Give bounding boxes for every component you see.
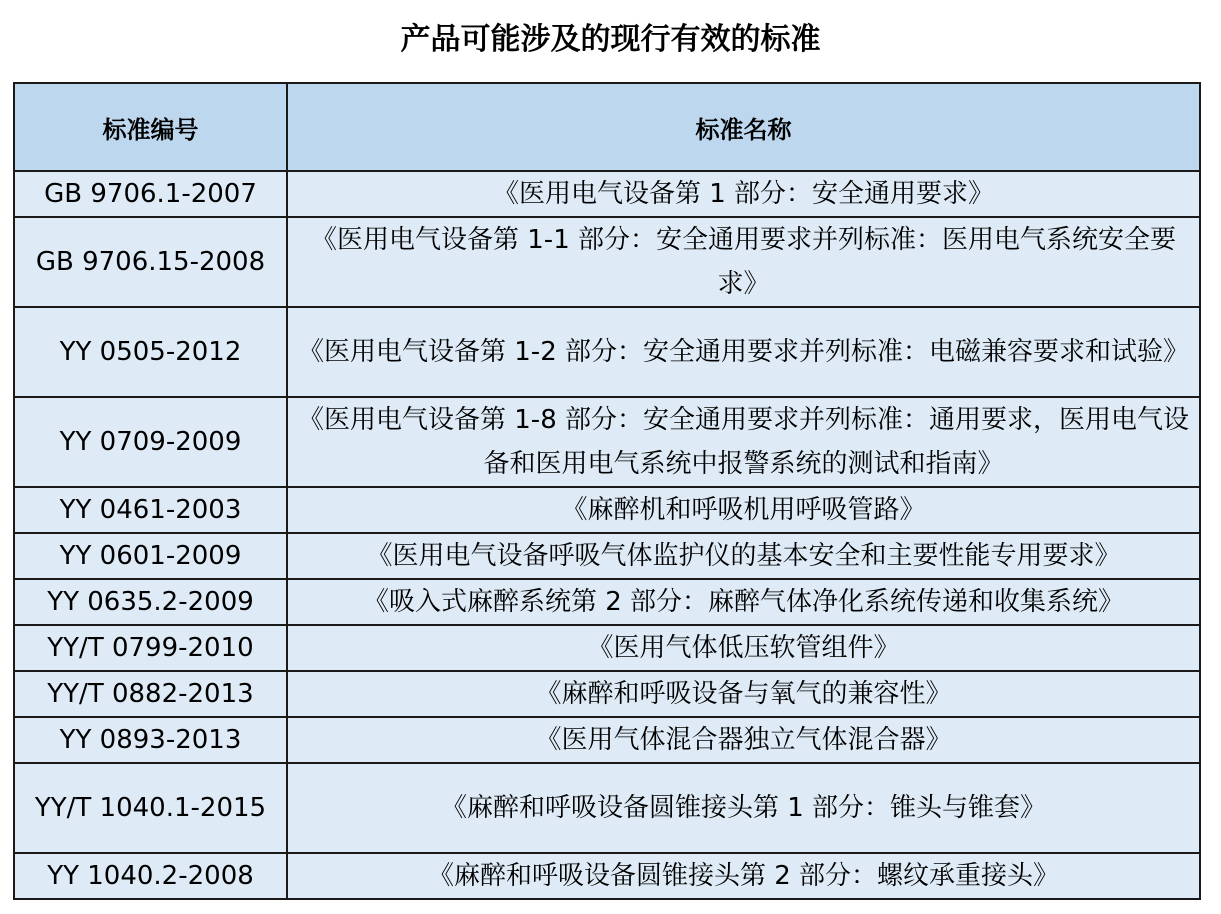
standard-number-cell: YY 0893-2013 [14, 717, 287, 763]
standard-number-cell: YY 0601-2009 [14, 533, 287, 579]
table-row [14, 853, 1200, 899]
column-header-name: 标准名称 [287, 83, 1200, 171]
table-row [14, 217, 1200, 307]
table-row [14, 487, 1200, 533]
standard-name-cell: 《麻醉和呼吸设备圆锥接头第 2 部分：螺纹承重接头》 [287, 853, 1200, 899]
table-row [14, 397, 1200, 487]
standard-name-cell: 《医用电气设备第 1 部分：安全通用要求》 [287, 171, 1200, 217]
standard-number-cell: YY 1040.2-2008 [14, 853, 287, 899]
table-row [14, 579, 1200, 625]
table-row [14, 763, 1200, 853]
column-header-number: 标准编号 [14, 83, 287, 171]
standard-number-cell: YY 0635.2-2009 [14, 579, 287, 625]
standard-name-cell: 《医用电气设备第 1-1 部分：安全通用要求并列标准：医用电气系统安全要求》 [287, 217, 1200, 307]
standards-table [13, 82, 1201, 900]
standard-name-cell: 《麻醉机和呼吸机用呼吸管路》 [287, 487, 1200, 533]
standard-name-cell: 《吸入式麻醉系统第 2 部分：麻醉气体净化系统传递和收集系统》 [287, 579, 1200, 625]
standard-number-cell: YY 0505-2012 [14, 307, 287, 397]
standard-number-cell: GB 9706.15-2008 [14, 217, 287, 307]
standard-name-cell: 《医用电气设备第 1-8 部分：安全通用要求并列标准：通用要求，医用电气设备和医用电气系统中报警系统的测试和指南》 [287, 397, 1200, 487]
standard-number-cell: YY 0709-2009 [14, 397, 287, 487]
standard-number-cell: YY/T 1040.1-2015 [14, 763, 287, 853]
table-row [14, 717, 1200, 763]
standard-name-cell: 《麻醉和呼吸设备圆锥接头第 1 部分：锥头与锥套》 [287, 763, 1200, 853]
standard-name-cell: 《医用电气设备第 1-2 部分：安全通用要求并列标准：电磁兼容要求和试验》 [287, 307, 1200, 397]
standard-name-cell: 《医用气体混合器独立气体混合器》 [287, 717, 1200, 763]
table-row [14, 533, 1200, 579]
standard-name-cell: 《医用电气设备呼吸气体监护仪的基本安全和主要性能专用要求》 [287, 533, 1200, 579]
standard-number-cell: YY/T 0882-2013 [14, 671, 287, 717]
page-title: 产品可能涉及的现行有效的标准 [400, 22, 821, 57]
table-row [14, 625, 1200, 671]
standard-name-cell: 《医用气体低压软管组件》 [287, 625, 1200, 671]
table-row [14, 671, 1200, 717]
standard-name-cell: 《麻醉和呼吸设备与氧气的兼容性》 [287, 671, 1200, 717]
standard-number-cell: GB 9706.1-2007 [14, 171, 287, 217]
table-row [14, 171, 1200, 217]
table-header-row [14, 83, 1200, 171]
table-row [14, 307, 1200, 397]
standard-number-cell: YY/T 0799-2010 [14, 625, 287, 671]
standard-number-cell: YY 0461-2003 [14, 487, 287, 533]
